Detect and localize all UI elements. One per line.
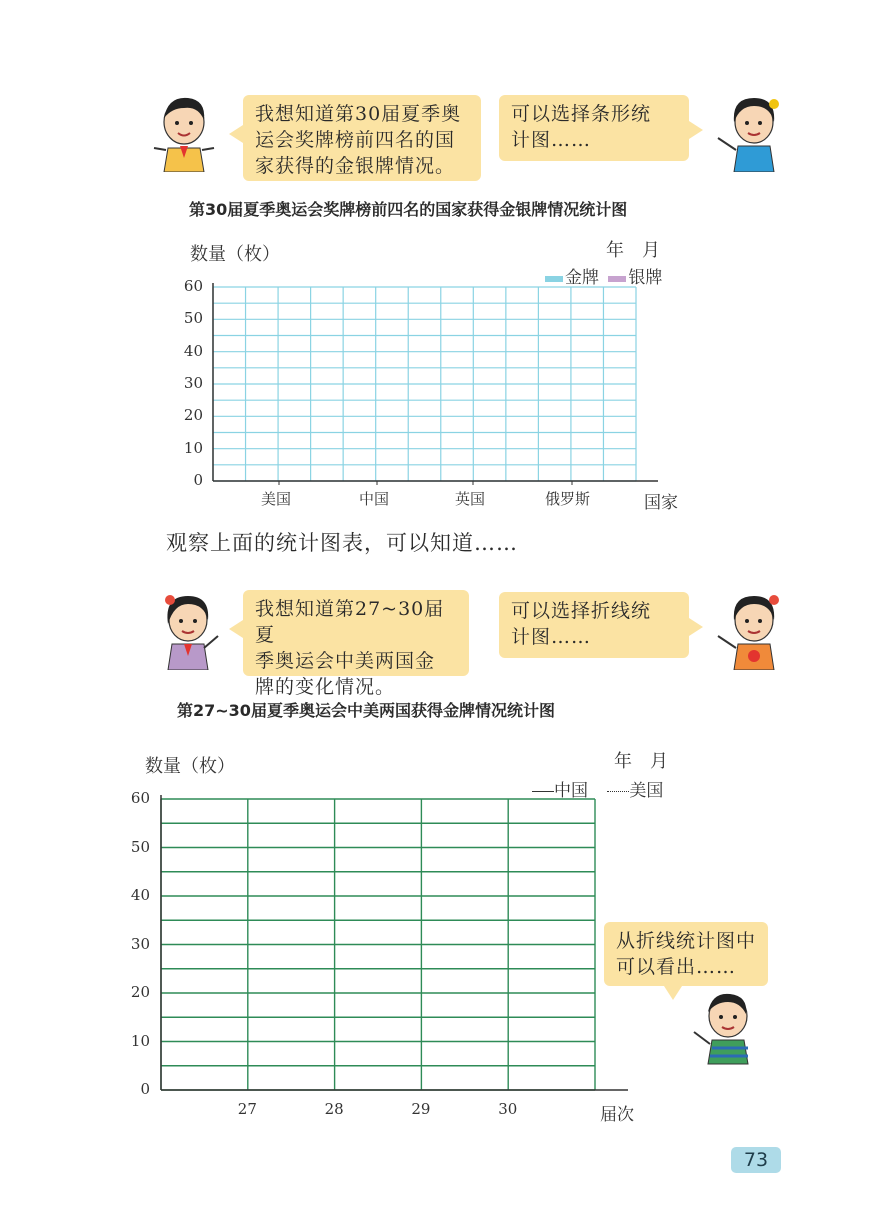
bar-chart-title: 第30届夏季奥运会奖牌榜前四名的国家获得金银牌情况统计图 — [189, 200, 628, 219]
bubble-line: 可以选择折线统 — [511, 600, 652, 622]
line-chart-ylabel: 数量（枚） — [145, 756, 235, 777]
x-category-label: 英国 — [455, 490, 486, 508]
y-tick-label: 50 — [183, 309, 203, 328]
y-tick-label: 30 — [130, 934, 150, 953]
gold-legend-label: 金牌 — [565, 268, 599, 288]
x-category-label: 28 — [324, 1100, 344, 1118]
line-chart-date-label: 年 月 — [614, 751, 668, 772]
usa-legend-label: 美国 — [629, 781, 664, 801]
bubble-line: 从折线统计图中 — [616, 930, 757, 952]
y-tick-label: 0 — [140, 1080, 150, 1098]
y-tick-label: 10 — [183, 438, 203, 457]
bubble-line: 运会奖牌榜前四名的国 — [255, 129, 456, 151]
bubble-line: 可以选择条形统 — [511, 103, 652, 125]
bar-chart-xlabel: 国家 — [644, 493, 678, 513]
x-category-label: 29 — [411, 1100, 431, 1118]
china-legend-label: 中国 — [554, 781, 588, 801]
y-tick-label: 20 — [130, 983, 150, 1001]
bubble-line: 牌的变化情况。 — [255, 676, 396, 698]
bar-chart-ylabel: 数量（枚） — [190, 244, 280, 265]
y-tick-label: 40 — [130, 886, 150, 904]
bubble-line: 家获得的金银牌情况。 — [255, 155, 456, 177]
silver-legend-label: 银牌 — [628, 268, 663, 288]
boy-character-2 — [690, 988, 762, 1068]
x-category-label: 俄罗斯 — [545, 490, 591, 508]
x-category-label: 美国 — [261, 490, 292, 508]
bubble-line: 可以看出…… — [616, 956, 737, 978]
y-tick-label: 30 — [183, 374, 203, 392]
y-tick-label: 60 — [130, 789, 150, 807]
bubble-line: 季奥运会中美两国金 — [255, 650, 436, 672]
bubble-line: 我想知道第27~30届夏 — [255, 598, 445, 646]
observe-text: 观察上面的统计图表，可以知道…… — [166, 531, 518, 555]
boy-speech-bubble-2 — [604, 922, 768, 986]
bubble-line: 计图…… — [511, 129, 592, 151]
y-tick-label: 40 — [183, 341, 203, 360]
bar-chart-date-label: 年 月 — [606, 240, 660, 261]
y-tick-label: 50 — [130, 837, 150, 856]
bubble-line: 计图…… — [511, 626, 592, 648]
bubble-line: 我想知道第30届夏季奥 — [255, 103, 462, 125]
y-tick-label: 0 — [193, 471, 203, 489]
y-tick-label: 20 — [183, 406, 203, 425]
x-category-label: 中国 — [359, 490, 390, 508]
x-category-label: 30 — [498, 1100, 518, 1118]
x-category-label: 27 — [237, 1100, 257, 1118]
y-tick-label: 10 — [130, 1031, 150, 1050]
line-chart-title: 第27~30届夏季奥运会中美两国获得金牌情况统计图 — [177, 701, 555, 720]
line-chart-xlabel: 届次 — [600, 1105, 634, 1125]
page-number: 73 — [731, 1147, 781, 1173]
y-tick-label: 60 — [183, 277, 203, 295]
